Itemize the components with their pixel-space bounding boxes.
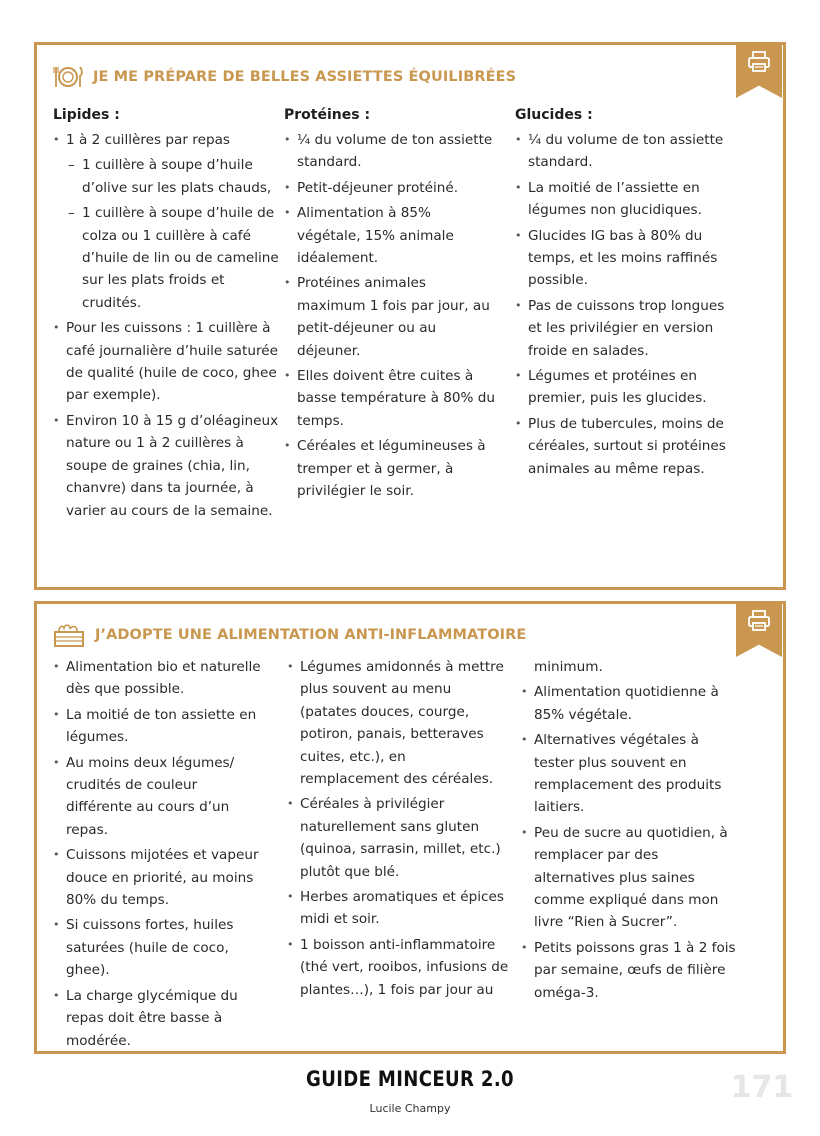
- card-title: JE ME PRÉPARE DE BELLES ASSIETTES ÉQUILIBRÉES: [93, 69, 517, 85]
- plate-cutlery-icon: [53, 63, 83, 91]
- proteins-list: [284, 129, 497, 503]
- list-item: • Pas de cuissons trop longues et les privilégier en version froide en salades.: [515, 295, 742, 362]
- list-item: • Légumes et protéines en premier, puis les glucides.: [515, 365, 742, 410]
- list-item: • Peu de sucre au quotidien, à remplacer par des alternatives plus saines comme expliqué dans mon livre “Rien à Sucrer”.: [521, 822, 741, 934]
- lipids-column: [53, 107, 281, 525]
- list-item: • Elles doivent être cuites à basse température à 80% du temps.: [284, 365, 497, 432]
- list-item: • Cuissons mijotées et vapeur douce en priorité, au moins 80% du temps.: [53, 844, 265, 911]
- anti-inflammatory-card: [34, 601, 786, 1054]
- list-item: • ¼ du volume de ton assiette standard.: [284, 129, 497, 174]
- carbs-list: [515, 129, 742, 480]
- guide-title: GUIDE MINCEUR 2.0: [306, 1067, 514, 1091]
- balanced-plates-card: [34, 42, 786, 590]
- card-header: [53, 622, 526, 648]
- list-item: • ¼ du volume de ton assiette standard.: [515, 129, 742, 174]
- list-item: • Pour les cuissons : 1 cuillère à café journalière d’huile saturée de qualité (huile de coco, ghee par exemple).: [53, 317, 281, 407]
- list-item: • Petit-déjeuner protéiné.: [284, 177, 497, 199]
- list-item: • Plus de tubercules, moins de céréales, surtout si protéines animales au même repas.: [515, 413, 742, 480]
- list-item: • La moitié de ton assiette en légumes.: [53, 704, 265, 749]
- list-item: • 1 boisson anti-inflammatoire (thé vert, rooibos, infusions de plantes…), 1 fois par jour au: [287, 934, 509, 1001]
- list-item: • Céréales à privilégier naturellement sans gluten (quinoa, sarrasin, millet, etc.) plutôt que blé.: [287, 793, 509, 883]
- print-bookmark[interactable]: [736, 601, 782, 657]
- list-item: • Alimentation à 85% végétale, 15% animale idéalement.: [284, 202, 497, 269]
- author-name: Lucile Champy: [369, 1102, 451, 1115]
- carbs-column: [515, 107, 742, 483]
- list-item: • Protéines animales maximum 1 fois par jour, au petit-déjeuner ou au déjeuner.: [284, 272, 497, 362]
- anti-inflammatory-column-1: [53, 656, 265, 1055]
- list-item-continued: minimum.: [534, 659, 603, 675]
- list-item: • Herbes aromatiques et épices midi et soir.: [287, 886, 509, 931]
- proteins-column: [284, 107, 497, 506]
- list-item: • Petits poissons gras 1 à 2 fois par semaine, œufs de filière oméga-3.: [521, 937, 741, 1004]
- list-item: • La charge glycémique du repas doit être basse à modérée.: [53, 985, 265, 1052]
- column-heading: Glucides :: [515, 107, 593, 123]
- anti-inflammatory-list-1: [53, 656, 265, 1052]
- anti-inflammatory-list-3: [521, 656, 741, 1004]
- page-number: 171: [730, 1070, 794, 1105]
- list-item: • La moitié de l’assiette en légumes non glucidiques.: [515, 177, 742, 222]
- list-item: • Environ 10 à 15 g d’oléagineux nature ou 1 à 2 cuillères à soupe de graines (chia, lin, chanvre) dans ta journée, à varier au cours de la semaine.: [53, 410, 281, 522]
- column-heading: Lipides :: [53, 107, 120, 123]
- vegetable-crate-icon: [53, 622, 85, 648]
- anti-inflammatory-column-2: [287, 656, 509, 1004]
- list-item: • Légumes amidonnés à mettre plus souvent au menu (patates douces, courge, potiron, panais, betteraves cuites, etc.), en remplacement des céréales.: [287, 656, 509, 790]
- card-header: [53, 63, 516, 91]
- list-item: • 1 à 2 cuillères par repas: [53, 129, 281, 151]
- card-title: J’ADOPTE UNE ALIMENTATION ANTI-INFLAMMATOIRE: [95, 627, 527, 643]
- list-item: • Glucides IG bas à 80% du temps, et les moins raffinés possible.: [515, 225, 742, 292]
- list-item: • Alternatives végétales à tester plus souvent en remplacement des produits laitiers.: [521, 729, 741, 819]
- list-subitem: – 1 cuillère à soupe d’huile de colza ou 1 cuillère à café d’huile de lin ou de cameline sur les plats froids et crudités.: [53, 202, 281, 314]
- printer-icon[interactable]: [747, 610, 771, 632]
- list-item: • Au moins deux légumes/ crudités de couleur différente au cours d’un repas.: [53, 752, 265, 842]
- list-item: • Alimentation quotidienne à 85% végétale.: [521, 681, 741, 726]
- list-item: • Si cuissons fortes, huiles saturées (huile de coco, ghee).: [53, 914, 265, 981]
- list-item: • Alimentation bio et naturelle dès que possible.: [53, 656, 265, 701]
- column-heading: Protéines :: [284, 107, 371, 123]
- printer-icon[interactable]: [747, 51, 771, 73]
- anti-inflammatory-column-3: [521, 656, 741, 1007]
- list-subitem: – 1 cuillère à soupe d’huile d’olive sur les plats chauds,: [53, 154, 281, 199]
- anti-inflammatory-list-2: [287, 656, 509, 1001]
- print-bookmark[interactable]: [736, 42, 782, 98]
- list-item: • Céréales et légumineuses à tremper et à germer, à privilégier le soir.: [284, 435, 497, 502]
- lipids-list: [53, 129, 281, 522]
